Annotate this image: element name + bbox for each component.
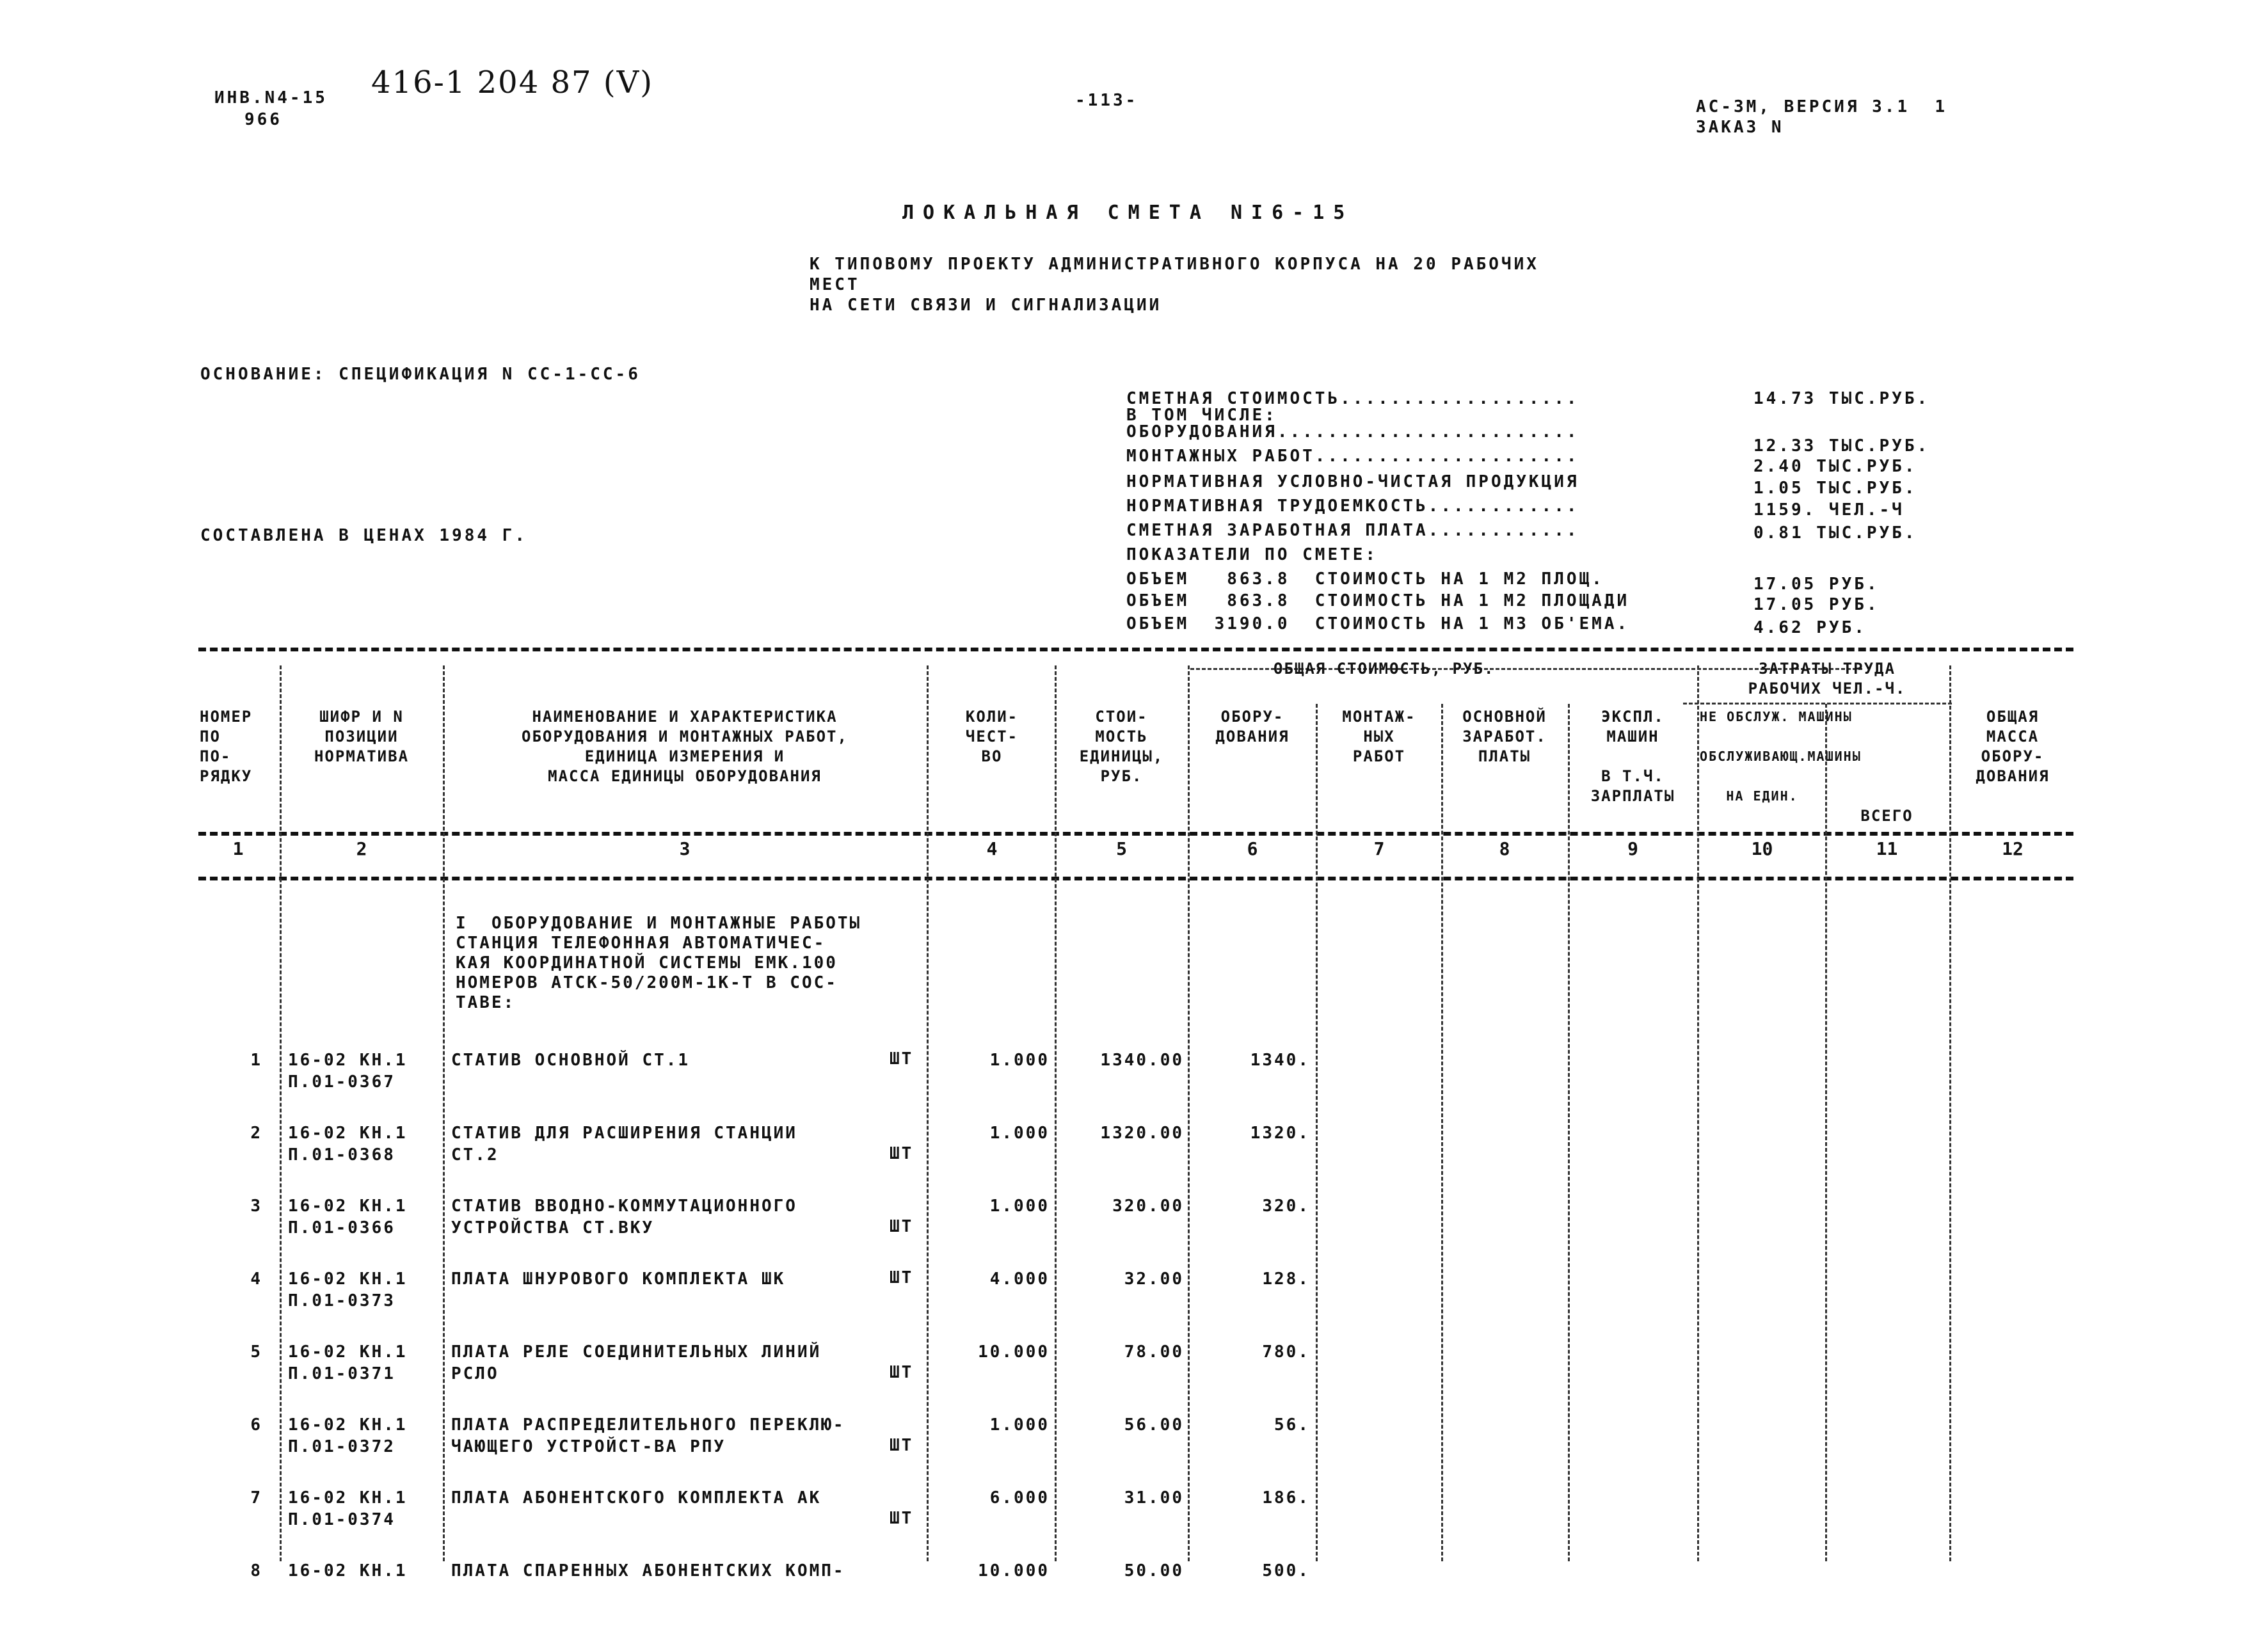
- row-code: 16-02 КН.1 П.01-0374: [288, 1488, 408, 1529]
- col-header-labor-total: ВСЕГО: [1860, 807, 1913, 825]
- row-equipment-cost: 1320.: [1250, 1124, 1310, 1143]
- row-equipment-cost: 500.: [1262, 1561, 1310, 1580]
- col-header-equipment: ОБОРУ- ДОВАНИЯ: [1215, 708, 1290, 745]
- header-bottom-rule: [198, 832, 2073, 836]
- row-qty: 10.000: [978, 1561, 1050, 1580]
- group-labor-header: ЗАТРАТЫ ТРУДА РАБОЧИХ ЧЕЛ.-Ч.: [1748, 660, 1906, 697]
- col-header-mass: ОБЩАЯ МАССА ОБОРУ- ДОВАНИЯ: [1976, 708, 2050, 785]
- row-name: ПЛАТА СПАРЕННЫХ АБОНЕНТСКИХ КОМП-: [451, 1561, 845, 1580]
- column-number: 12: [2002, 838, 2024, 859]
- column-number: 7: [1373, 838, 1385, 859]
- program-version: АС-3М, ВЕРСИЯ 3.1 1: [1696, 97, 1948, 116]
- summary-label: НОРМАТИВНАЯ УСЛОВНО-ЧИСТАЯ ПРОДУКЦИЯ: [1126, 472, 1579, 491]
- column-number: 1: [232, 838, 244, 859]
- column-divider: [1441, 704, 1443, 1561]
- row-code: 16-02 КН.1 П.01-0366: [288, 1197, 408, 1238]
- row-number: 6: [250, 1415, 262, 1435]
- summary-value: 4.62 РУБ.: [1753, 618, 1867, 637]
- row-qty: 10.000: [978, 1342, 1050, 1362]
- row-name: СТАТИВ ОСНОВНОЙ СТ.1: [451, 1051, 691, 1070]
- summary-label: СМЕТНАЯ ЗАРАБОТНАЯ ПЛАТА............: [1126, 521, 1579, 540]
- col-header-code: ШИФР И N ПОЗИЦИИ НОРМАТИВА: [314, 708, 410, 765]
- row-unit: ШТ: [890, 1217, 914, 1236]
- summary-label: ОБЪЕМ 3190.0 СТОИМОСТЬ НА 1 М3 ОБ'ЕМА.: [1126, 614, 1630, 633]
- col-header-labor-per-unit: НЕ ОБСЛУЖ. МАШИНЫ ОБСЛУЖИВАЮЩ.МАШИНЫ НА ЕДИН.: [1700, 709, 1862, 804]
- summary-value: 1159. ЧЕЛ.-Ч: [1753, 500, 1905, 520]
- row-code: 16-02 КН.1 П.01-0367: [288, 1051, 408, 1092]
- summary-label: МОНТАЖНЫХ РАБОТ.....................: [1126, 447, 1579, 466]
- column-divider: [1949, 665, 1951, 1561]
- summary-label: В ТОМ ЧИСЛЕ:: [1126, 406, 1277, 425]
- summary-value: 14.73 ТЫС.РУБ.: [1753, 389, 1930, 408]
- basis-line: ОСНОВАНИЕ: СПЕЦИФИКАЦИЯ N СС-1-СС-6: [200, 365, 641, 384]
- summary-value: 1.05 ТЫС.РУБ.: [1753, 479, 1917, 498]
- summary-label: НОРМАТИВНАЯ ТРУДОЕМКОСТЬ............: [1126, 497, 1579, 516]
- row-number: 2: [250, 1124, 262, 1143]
- inventory-subnumber: 966: [244, 110, 282, 129]
- row-unit-price: 32.00: [1124, 1270, 1184, 1289]
- column-number: 8: [1499, 838, 1510, 859]
- row-name: ПЛАТА РАСПРЕДЕЛИТЕЛЬНОГО ПЕРЕКЛЮ- ЧАЮЩЕГО УСТРОЙСТ-ВА РПУ: [451, 1415, 845, 1456]
- row-qty: 1.000: [989, 1124, 1050, 1143]
- summary-value: 2.40 ТЫС.РУБ.: [1753, 457, 1917, 476]
- row-unit-price: 1320.00: [1100, 1124, 1184, 1143]
- column-number: 9: [1627, 838, 1638, 859]
- column-divider: [927, 665, 929, 1561]
- section-title: I ОБОРУДОВАНИЕ И МОНТАЖНЫЕ РАБОТЫ СТАНЦИЯ ТЕЛЕФОННАЯ АВТОМАТИЧЕС- КАЯ КООРДИНАТНОЙ СИСТЕМЫ ЕМК.100 НОМЕРОВ АТСК-50/200М-1К-Т В СОС- ТАВЕ:: [456, 914, 862, 1012]
- row-qty: 4.000: [989, 1270, 1050, 1289]
- row-qty: 1.000: [989, 1197, 1050, 1216]
- column-divider: [1568, 704, 1570, 1561]
- row-number: 3: [250, 1197, 262, 1216]
- subtitle-line-1: К ТИПОВОМУ ПРОЕКТУ АДМИНИСТРАТИВНОГО КОРПУСА НА 20 РАБОЧИХ: [810, 255, 1539, 274]
- summary-label: ОБЪЕМ 863.8 СТОИМОСТЬ НА 1 М2 ПЛОЩАДИ: [1126, 591, 1630, 610]
- prices-line: СОСТАВЛЕНА В ЦЕНАХ 1984 Г.: [200, 526, 527, 545]
- row-unit: ШТ: [890, 1049, 914, 1069]
- row-code: 16-02 КН.1 П.01-0368: [288, 1124, 408, 1165]
- row-code: 16-02 КН.1: [288, 1561, 408, 1580]
- inventory-number: ИНВ.N4-15: [214, 88, 328, 107]
- row-equipment-cost: 1340.: [1250, 1051, 1310, 1070]
- column-number: 3: [679, 838, 691, 859]
- table-top-rule: [198, 648, 2073, 651]
- row-unit: ШТ: [890, 1268, 914, 1287]
- column-divider: [280, 665, 282, 1561]
- row-unit-price: 78.00: [1124, 1342, 1184, 1362]
- row-number: 8: [250, 1561, 262, 1580]
- row-number: 5: [250, 1342, 262, 1362]
- column-number: 6: [1247, 838, 1258, 859]
- column-divider: [443, 665, 445, 1561]
- row-number: 7: [250, 1488, 262, 1508]
- row-unit-price: 56.00: [1124, 1415, 1184, 1435]
- subtitle-line-2: МЕСТ: [810, 275, 860, 294]
- summary-value: 12.33 ТЫС.РУБ.: [1753, 436, 1930, 456]
- column-divider: [1055, 665, 1057, 1561]
- column-divider: [1188, 665, 1190, 1561]
- col-header-installation: МОНТАЖ- НЫХ РАБОТ: [1342, 708, 1416, 765]
- summary-label: СМЕТНАЯ СТОИМОСТЬ...................: [1126, 389, 1579, 408]
- row-unit: ШТ: [890, 1363, 914, 1382]
- col-header-machines: ЭКСПЛ. МАШИН В Т.Ч. ЗАРПЛАТЫ: [1590, 708, 1675, 805]
- row-name: ПЛАТА ШНУРОВОГО КОМПЛЕКТА ШК: [451, 1270, 786, 1289]
- handwritten-project-code: 416-1 204 87 (V): [371, 65, 653, 100]
- row-name: СТАТИВ ДЛЯ РАСШИРЕНИЯ СТАНЦИИ СТ.2: [451, 1124, 797, 1165]
- column-divider: [1316, 704, 1318, 1561]
- col-header-qty: КОЛИ- ЧЕСТ- ВО: [965, 708, 1019, 765]
- row-code: 16-02 КН.1 П.01-0372: [288, 1415, 408, 1456]
- column-number: 4: [986, 838, 998, 859]
- column-divider: [1825, 704, 1827, 1561]
- group-total-cost-header: ОБЩАЯ СТОИМОСТЬ, РУБ.: [1274, 660, 1495, 678]
- row-unit: ШТ: [890, 1509, 914, 1528]
- document-title: ЛОКАЛЬНАЯ СМЕТА NI6-15: [902, 202, 1354, 224]
- row-qty: 6.000: [989, 1488, 1050, 1508]
- column-number: 11: [1876, 838, 1898, 859]
- row-qty: 1.000: [989, 1051, 1050, 1070]
- row-name: ПЛАТА РЕЛЕ СОЕДИНИТЕЛЬНЫХ ЛИНИЙ РСЛО: [451, 1342, 822, 1383]
- row-number: 1: [250, 1051, 262, 1070]
- summary-value: 17.05 РУБ.: [1753, 575, 1880, 594]
- column-number: 5: [1116, 838, 1127, 859]
- row-name: ПЛАТА АБОНЕНТСКОГО КОМПЛЕКТА АК: [451, 1488, 822, 1508]
- row-name: СТАТИВ ВВОДНО-КОММУТАЦИОННОГО УСТРОЙСТВА СТ.ВКУ: [451, 1197, 797, 1238]
- row-unit-price: 31.00: [1124, 1488, 1184, 1508]
- column-number: 10: [1751, 838, 1773, 859]
- labor-divider: [1683, 703, 1952, 705]
- column-number: 2: [356, 838, 367, 859]
- row-qty: 1.000: [989, 1415, 1050, 1435]
- summary-label: ОБОРУДОВАНИЯ........................: [1126, 422, 1579, 442]
- row-number: 4: [250, 1270, 262, 1289]
- row-unit-price: 50.00: [1124, 1561, 1184, 1580]
- page-number: -113-: [1075, 91, 1138, 110]
- row-unit-price: 320.00: [1112, 1197, 1184, 1216]
- row-equipment-cost: 56.: [1274, 1415, 1310, 1435]
- col-header-wages: ОСНОВНОЙ ЗАРАБОТ. ПЛАТЫ: [1462, 708, 1547, 765]
- column-divider: [1697, 665, 1699, 1561]
- column-numbers-rule: [198, 877, 2073, 880]
- row-equipment-cost: 320.: [1262, 1197, 1310, 1216]
- subtitle-line-3: НА СЕТИ СВЯЗИ И СИГНАЛИЗАЦИИ: [810, 296, 1162, 315]
- col-header-name: НАИМЕНОВАНИЕ И ХАРАКТЕРИСТИКА ОБОРУДОВАНИЯ И МОНТАЖНЫХ РАБОТ, ЕДИНИЦА ИЗМЕРЕНИЯ И МАССА ЕДИНИЦЫ ОБОРУДОВАНИЯ: [522, 708, 848, 785]
- summary-value: 17.05 РУБ.: [1753, 595, 1880, 614]
- row-unit: ШТ: [890, 1436, 914, 1455]
- row-code: 16-02 КН.1 П.01-0373: [288, 1270, 408, 1310]
- row-unit-price: 1340.00: [1100, 1051, 1184, 1070]
- row-equipment-cost: 186.: [1262, 1488, 1310, 1508]
- col-header-unit-price: СТОИ- МОСТЬ ЕДИНИЦЫ, РУБ.: [1079, 708, 1164, 785]
- summary-label: ОБЪЕМ 863.8 СТОИМОСТЬ НА 1 М2 ПЛОЩ.: [1126, 569, 1604, 589]
- summary-value: 0.81 ТЫС.РУБ.: [1753, 523, 1917, 543]
- row-equipment-cost: 780.: [1262, 1342, 1310, 1362]
- order-number: ЗАКАЗ N: [1696, 118, 1784, 137]
- row-equipment-cost: 128.: [1262, 1270, 1310, 1289]
- summary-label: ПОКАЗАТЕЛИ ПО СМЕТЕ:: [1126, 545, 1378, 564]
- row-code: 16-02 КН.1 П.01-0371: [288, 1342, 408, 1383]
- row-unit: ШТ: [890, 1144, 914, 1163]
- col-header-number: НОМЕР ПО ПО- РЯДКУ: [200, 708, 253, 785]
